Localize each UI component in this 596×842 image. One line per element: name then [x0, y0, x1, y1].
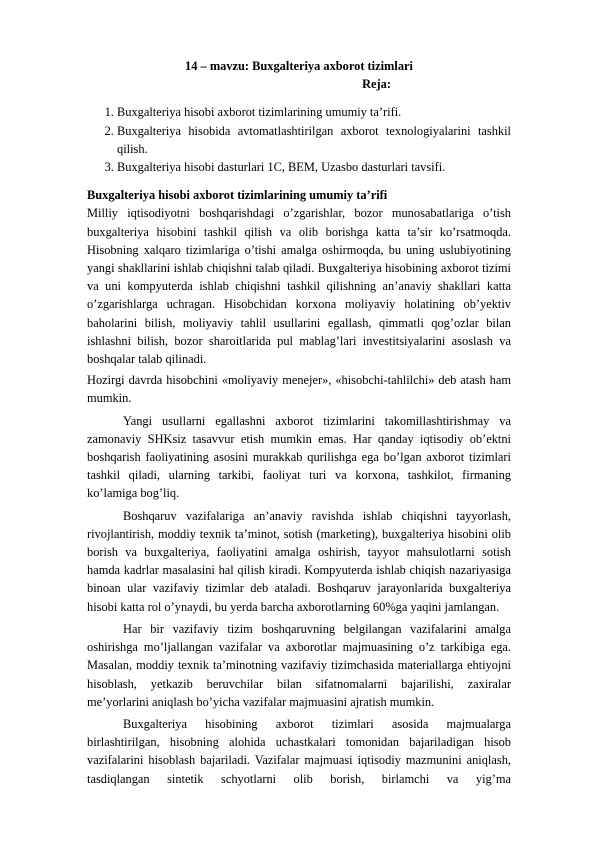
paragraph: Boshqaruv vazifalariga an’anaviy ravishda ishlab chiqishni tayyorlash, rivojlantirish, moddiy texnik ta’minot, sotish (marketing), buxgalteriya hisobini olib borish va buxgalteriya, faoliyatini amalga oshirish, tayyor mahsulotlarni sotish hamda kadrlar masalasini hal qilish kiradi. Kompyuterda ishlab chiqish nazariyasiga binoan ular vazifaviy tizimlar deb ataladi. Boshqaruv jarayonlarida buxgalteriya hisobi katta rol o’ynaydi, bu yerda barcha axborotlarning 60%ga yaqini jamlangan.: [87, 508, 511, 614]
plan-list: [87, 103, 511, 176]
plan-item: 2. Buxgalteriya hisobida avtomatlashtirilgan axborot texnologiyalarini tashkil qilish.: [117, 122, 511, 158]
paragraph: Hozirgi davrda hisobchini «moliyaviy menejer», «hisobchi-tahlilchi» deb atash ham mumkin.: [87, 373, 511, 406]
plan-item: 1. Buxgalteriya hisobi axborot tizimlarining umumiy ta’rifi.: [117, 103, 511, 121]
document-title: 14 – mavzu: Buxgalteriya axborot tizimlari: [185, 59, 413, 73]
document-body: [87, 57, 511, 788]
plan-heading: Reja:: [362, 77, 391, 92]
section-heading: Buxgalteriya hisobi axborot tizimlarining umumiy ta’rifi: [87, 188, 388, 203]
plan-item: 3. Buxgalteriya hisobi dasturlari 1C, BEM, Uzasbo dasturlari tavsifi.: [117, 158, 511, 176]
paragraph: Yangi usullarni egallashni axborot tizimlarini takomillashtirishmay va zamonaviy SHKsiz tasavvur etish mumkin emas. Har qanday iqtisodiy ob’ektni boshqarish faoliyatining asosini murakkab qurilishga ega bo’lgan axborot tizimlari tashkil qiladi, ularning tarkibi, faoliyat turi va korxona, tashkilot, firmaning ko’lamiga bog’liq.: [87, 413, 511, 501]
paragraph: Har bir vazifaviy tizim boshqaruvning belgilangan vazifalarini amalga oshirishga mo’ljallangan vazifalar va axborotlar majmuasining o’z tarkibiga ega. Masalan, moddiy texnik ta’minotning vazifaviy tizimchasida materiallarga ehtiyojni hisoblash, yetkazib beruvchilar bilan sifatnomalarni bajarilishi, zaxiralar me’yorlarini aniqlash bo’yicha vazifalar majmuasini ajratish mumkin.: [87, 621, 511, 709]
paragraph: Milliy iqtisodiyotni boshqarishdagi o’zgarishlar, bozor munosabatlariga o’tish buxgalteriya hisobini tashkil qilish va olib borishga katta ta’sir ko’rsatmoqda. Hisobning xalqaro tizimlariga o’tishi amalga oshirmoqda, bu uning uslubiyotining yangi shakllarini ishlab chiqishni talab qiladi. Buxgalteriya hisobining axborot tizimi va uni kompyuterda ishlab chiqishni tashkil qilishning an’anaviy shakllari katta o’zgarishlarga uchragan. Hisobchidan korxona moliyaviy holatining ob’yektiv baholarini bilish, moliyaviy tahlil usullarini egallash, qimmatli qog’ozlar bilan ishlashni bilish, bozor sharoitlarida pul mablag’lari investitsiyalarini asoslash va boshqalar talab qilinadi.: [87, 206, 511, 367]
paragraph: Buxgalteriya hisobining axborot tizimlari asosida majmualarga birlashtirilgan, hisobning alohida uchastkalari tomonidan bajariladigan hisob vazifalarini hisoblash bajariladi. Vazifalar majmuasi iqtisodiy mazmunini aniqlash, tasdiqlangan sintetik schyotlarni olib borish, birlamchi va yig’ma: [87, 716, 511, 786]
